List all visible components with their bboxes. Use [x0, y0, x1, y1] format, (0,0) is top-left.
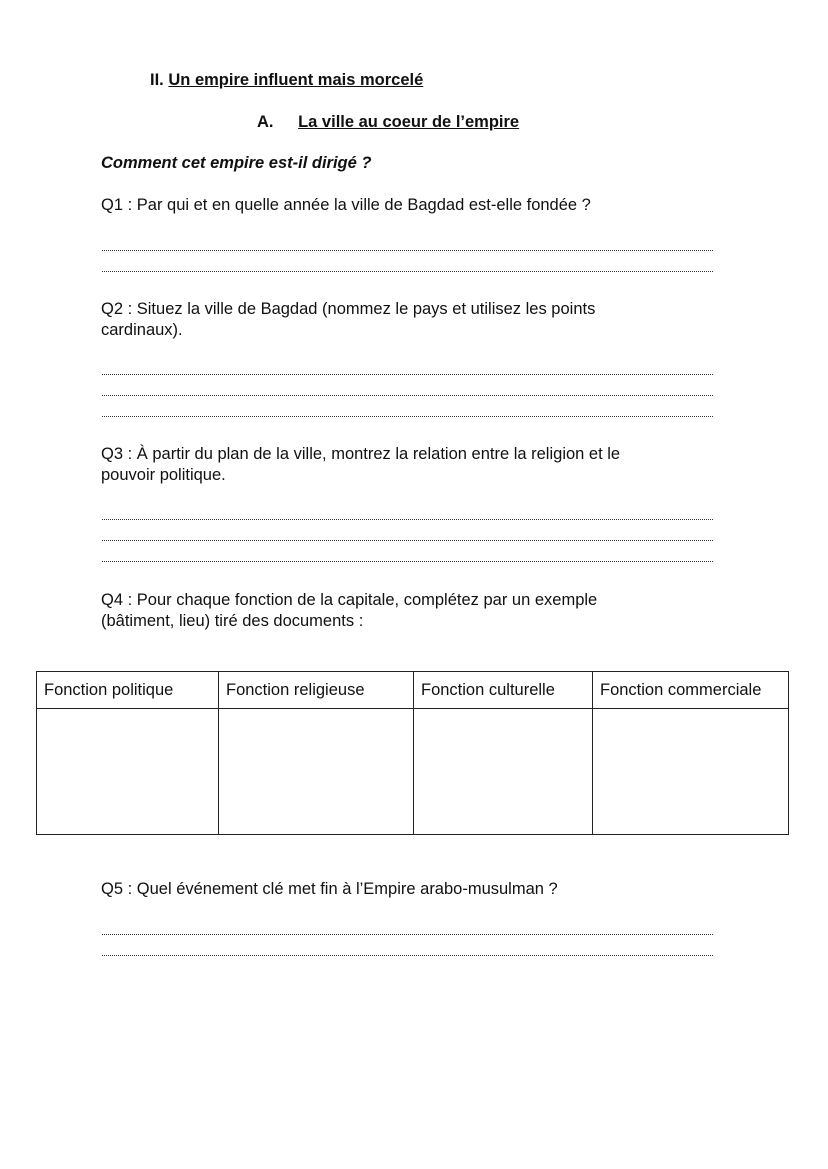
- question-line: Q4 : Pour chaque fonction de la capitale, complétez par un exemple: [101, 591, 598, 609]
- answer-line[interactable]: [102, 519, 713, 520]
- answer-line[interactable]: [102, 934, 713, 935]
- cell-political[interactable]: [37, 709, 219, 835]
- section-heading: [150, 71, 423, 90]
- question-5: [101, 879, 558, 900]
- header-cultural: Fonction culturelle: [414, 672, 593, 709]
- answer-line[interactable]: [102, 395, 713, 396]
- section-title: Un empire influent mais morcelé: [168, 71, 424, 89]
- question-2: [101, 299, 595, 341]
- subsection-title: La ville au coeur de l’empire: [298, 113, 520, 131]
- subsection-heading: [257, 113, 519, 132]
- guiding-question: Comment cet empire est-il dirigé ?: [101, 154, 372, 172]
- answer-line[interactable]: [102, 416, 713, 417]
- question-line: Q1 : Par qui et en quelle année la ville de Bagdad est-elle fondée ?: [101, 196, 591, 214]
- cell-cultural[interactable]: [414, 709, 593, 835]
- section-number: II.: [150, 71, 164, 89]
- answer-line[interactable]: [102, 561, 713, 562]
- question-3: [101, 444, 620, 486]
- question-line: pouvoir politique.: [101, 466, 226, 484]
- answer-line[interactable]: [102, 374, 713, 375]
- question-line: Q2 : Situez la ville de Bagdad (nommez le pays et utilisez les points: [101, 300, 596, 318]
- header-religious: Fonction religieuse: [219, 672, 414, 709]
- answer-line[interactable]: [102, 250, 713, 251]
- answer-line[interactable]: [102, 955, 713, 956]
- subsection-letter: A.: [257, 113, 274, 131]
- question-4: [101, 590, 597, 632]
- question-line: (bâtiment, lieu) tiré des documents :: [101, 612, 364, 630]
- cell-religious[interactable]: [219, 709, 414, 835]
- table-header-row: [37, 672, 789, 709]
- answer-line[interactable]: [102, 540, 713, 541]
- functions-table: [36, 671, 789, 835]
- question-line: Q5 : Quel événement clé met fin à l’Empire arabo-musulman ?: [101, 880, 558, 898]
- cell-commercial[interactable]: [593, 709, 789, 835]
- question-line: cardinaux).: [101, 321, 183, 339]
- header-commercial: Fonction commerciale: [593, 672, 789, 709]
- answer-line[interactable]: [102, 271, 713, 272]
- header-political: Fonction politique: [37, 672, 219, 709]
- question-line: Q3 : À partir du plan de la ville, montrez la relation entre la religion et le: [101, 445, 621, 463]
- table-row: [37, 709, 789, 835]
- question-1: [101, 195, 591, 216]
